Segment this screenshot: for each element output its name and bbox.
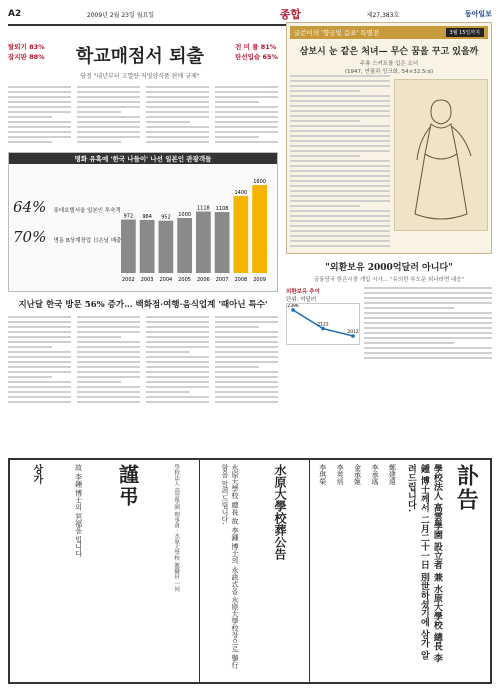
section-title: 종합	[279, 8, 302, 21]
bar-value-label: 1108	[215, 206, 229, 213]
forex-value-label: 2122	[317, 322, 329, 328]
forex-graphic	[286, 287, 358, 362]
bar-value-label: 1600	[253, 179, 266, 185]
left-column	[8, 22, 278, 406]
kpi-text: 명동 B상계장업 日손님 매출	[53, 238, 122, 244]
article-subhead: 당정 "내년부터 고열량·저영양식품 판매 규제"	[80, 73, 200, 80]
article-body	[8, 86, 278, 146]
bar-category-label: 2004	[159, 277, 173, 283]
bar-category-label: 2006	[197, 277, 210, 283]
chart-bar	[121, 220, 136, 273]
sketch-illustration	[394, 79, 488, 231]
forex-article	[364, 287, 492, 362]
death-notice	[310, 460, 490, 682]
forex-graphic-title: 외환보유 추이	[286, 289, 320, 295]
mourner-name: 鄭建遠	[388, 464, 397, 485]
bar-category-label: 2009	[253, 277, 266, 283]
right-column	[286, 22, 492, 362]
condolence-names: 學校法人 高雲學園 理事會 · 水原大學校 教職員 一同	[173, 464, 180, 592]
forex-value-label: 2396	[287, 304, 299, 309]
bar-value-label: 972	[123, 213, 134, 220]
forex-quote: "외환보유 2000억달러 아니다"	[325, 263, 453, 273]
chart-bar	[252, 185, 267, 273]
chart-title: 명화 유혹에 '한국 나들이' 나선 일본인 관광객들	[9, 153, 277, 164]
bar-value-label: 952	[161, 214, 171, 221]
bar-value-label: 964	[142, 213, 152, 220]
death-notice-text: 學校法人 高雲學園 設立者 兼 水原大學校 總長 李鍾 博士께서 二月二十一日 別世하셨기에 삼가 알려드립니다.	[405, 464, 442, 663]
newspaper-page	[8, 6, 492, 686]
chart-bar	[196, 212, 211, 273]
kpi-1	[13, 197, 121, 216]
paper-logo: 동아일보	[464, 10, 492, 18]
promo-banner-text: 글쓴이의 '향금빛 음표' 특별전	[294, 29, 380, 37]
chart-bar	[215, 212, 230, 273]
forex-graphic-row	[286, 287, 492, 362]
chart-bar	[177, 218, 192, 273]
chart-bar	[159, 221, 174, 273]
promo-banner-date: 3월 15일까지	[446, 28, 484, 37]
kpi-text: 롯데호텔서울 일본인 투숙객	[53, 208, 121, 214]
forex-subhead: 금융당국 한은시장 개입 시사… "유의한 부도운 외나라면 대응"	[313, 277, 465, 283]
bar-category-label: 2007	[215, 277, 229, 283]
funeral-title: 水原大學校葬公告	[273, 464, 287, 560]
obituary-notices	[8, 458, 492, 684]
bar-category-label: 2005	[178, 277, 191, 283]
issue-date: 2009년 2월 23일 월요일	[86, 11, 155, 19]
photo-caption-headline: 지난달 한국 방문 56% 증가… 백화점·여행·음식업계 '때아닌 특수'	[18, 300, 268, 310]
kpi-value: 64%	[13, 198, 47, 216]
exhibition-promo	[286, 22, 492, 254]
condolence-title: 謹弔	[115, 464, 140, 508]
artwork-caption: 주룡 스커트를 입은 소녀	[359, 61, 419, 67]
condolence-label: 상가	[30, 464, 42, 484]
chart-bar	[140, 220, 155, 273]
forex-trend-svg	[286, 303, 360, 345]
mourner-name: 李承瑤	[370, 464, 379, 485]
mourner-name: 金承姬	[353, 464, 362, 485]
bar-value-label: 1000	[178, 212, 191, 218]
condolence-body: 故 李鍾 博士의 冥福을 빕니다	[74, 464, 83, 557]
death-notice-title: 訃告	[453, 464, 480, 512]
kpi-value: 70%	[13, 228, 47, 246]
kpi-2	[13, 227, 121, 246]
promo-banner	[290, 26, 488, 39]
bar-value-label: 1118	[197, 205, 210, 212]
headline-block	[8, 42, 278, 80]
chart-svg	[9, 163, 277, 289]
bar-value-label: 1400	[234, 190, 248, 196]
funeral-notice	[200, 460, 310, 682]
chart-bar	[234, 196, 249, 273]
stats-right	[235, 42, 278, 62]
stat-item: 전 미 률 81%	[235, 43, 277, 51]
bar-category-label: 2003	[140, 277, 154, 283]
stat-item: 탄선입슬 65%	[235, 53, 278, 61]
mourner-name: 李琪榮	[318, 464, 327, 485]
article-headline: 학교매점서 퇴출	[75, 46, 204, 67]
bar-category-label: 2008	[234, 277, 248, 283]
stat-item: 탈퇴기 83%	[8, 43, 45, 51]
issue-number: 제27,383호	[366, 11, 400, 19]
stats-left	[8, 42, 45, 62]
funeral-text: 水原大學校 總長 故 李鍾 博士의 永訣式을 水原大學校장으로 擧行함을 알려드립니다.	[221, 464, 239, 669]
artwork-caption-detail: (1947, 연필과 잉크화, 54×32.5㎝)	[344, 69, 434, 75]
forex-graphic-unit: 단위: 억달러	[286, 297, 317, 303]
bar-category-label: 2002	[122, 277, 135, 283]
article-body-2	[8, 316, 278, 406]
forex-value-label: 2012	[347, 330, 359, 335]
headline	[76, 42, 204, 80]
forex-headline	[286, 260, 492, 283]
mourner-name: 李英培	[336, 464, 345, 485]
page-number: A2	[8, 9, 22, 19]
stat-item: 잡지판 88%	[8, 53, 45, 61]
condolence-notice	[10, 460, 200, 682]
tourist-chart	[8, 152, 278, 292]
promo-title: 삼보시 눈 같은 처녀— 무슨 꿈을 꾸고 있을까	[299, 47, 479, 57]
